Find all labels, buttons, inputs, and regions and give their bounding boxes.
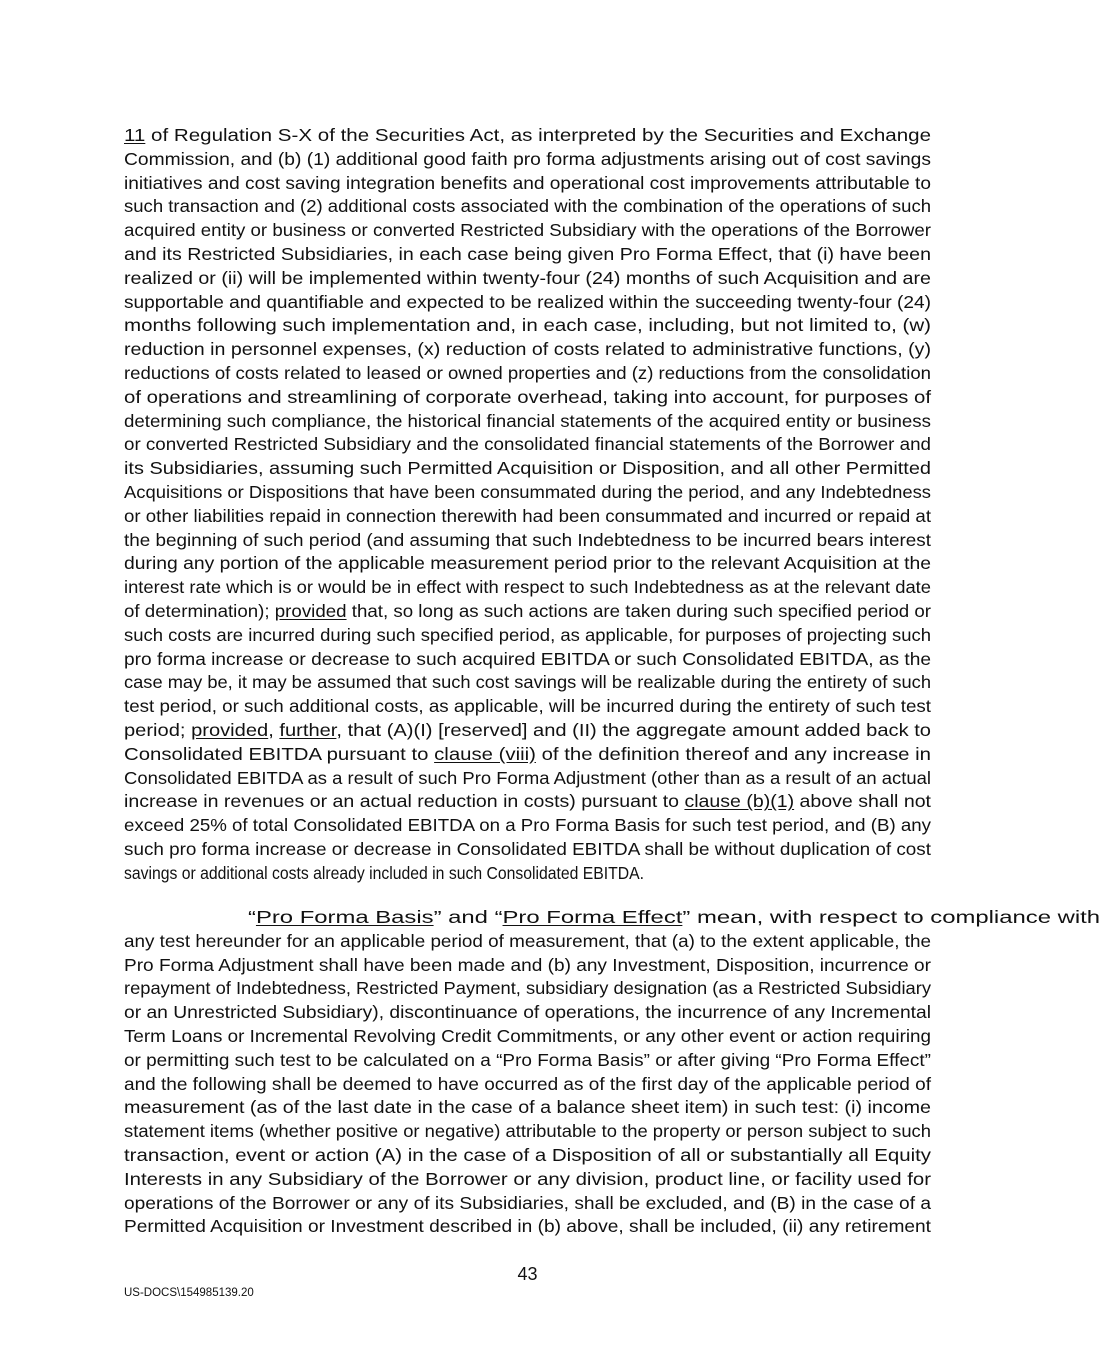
- text-line: [124, 954, 931, 978]
- defined-term-reference: provided: [274, 600, 347, 621]
- text-line: [124, 505, 931, 529]
- text-segment: of the definition thereof and any increase in: [535, 743, 931, 764]
- text-segment: measurement (as of the last date in the case of a balance sheet item) in such test: (i) income: [124, 1097, 931, 1118]
- text-line-content: [124, 671, 931, 695]
- text-line: [124, 1001, 931, 1025]
- text-line-content: [124, 1120, 931, 1144]
- text-line-content: [124, 1049, 931, 1073]
- text-line-content: [124, 719, 931, 743]
- text-line-content: [124, 1073, 931, 1097]
- text-line: [124, 862, 931, 886]
- text-line: [124, 790, 931, 814]
- defined-term-reference: clause (b)(1): [684, 791, 795, 812]
- text-segment: or other liabilities repaid in connection therewith had been consummated and incurred or repaid at: [124, 505, 931, 526]
- text-segment: repayment of Indebtedness, Restricted Payment, subsidiary designation (as a Restricted Subsidiary: [124, 978, 931, 999]
- text-line-content: [124, 600, 931, 624]
- text-line-content: [124, 1025, 931, 1049]
- text-segment: statement items (whether positive or negative) attributable to the property or person subject to such: [124, 1121, 931, 1142]
- text-line: [124, 576, 931, 600]
- text-line: [124, 1096, 931, 1120]
- defined-term-reference: clause (viii): [434, 743, 536, 764]
- text-segment: operations of the Borrower or any of its Subsidiaries, shall be excluded, and (B) in the case of a: [124, 1192, 931, 1213]
- text-segment: initiatives and cost saving integration benefits and operational cost improvements attributable to: [124, 172, 932, 193]
- text-segment: Acquisitions or Dispositions that have been consummated during the period, and any Indebtedness: [124, 481, 932, 502]
- text-line-content: [124, 648, 931, 672]
- defined-term-reference: further: [279, 719, 337, 740]
- text-segment: test period, or such additional costs, as applicable, will be incurred during the entirety of such test: [124, 696, 931, 717]
- text-segment: Consolidated EBITDA as a result of such Pro Forma Adjustment (other than as a result of an actual: [124, 767, 931, 788]
- text-segment: “: [248, 907, 256, 927]
- text-line: [124, 529, 931, 553]
- text-line-content: [124, 624, 931, 648]
- text-line: [124, 648, 931, 672]
- text-line: [124, 930, 931, 954]
- text-segment: Permitted Acquisition or Investment described in (b) above, shall be included, (ii) any retirement: [124, 1216, 931, 1237]
- text-line-content: [124, 457, 931, 481]
- text-line-content: [124, 529, 931, 553]
- text-line: [124, 767, 931, 791]
- text-line: [124, 743, 931, 767]
- text-line: [124, 1025, 931, 1049]
- text-line-content: [124, 862, 644, 886]
- text-line-content: [124, 1168, 931, 1192]
- page-number: 43: [517, 1264, 538, 1284]
- text-line: [124, 624, 931, 648]
- text-segment: any test hereunder for an applicable period of measurement, that (a) to the extent applicable, the: [124, 930, 931, 951]
- text-segment: transaction, event or action (A) in the case of a Disposition of all or substantially all Equity: [124, 1144, 931, 1165]
- text-segment: acquired entity or business or converted Restricted Subsidiary with the operations of the Borrower: [124, 220, 931, 241]
- text-segment: Pro Forma Adjustment shall have been made and (b) any Investment, Disposition, incurrence or: [124, 954, 931, 975]
- text-line-content: [124, 433, 931, 457]
- text-line-content: [124, 481, 931, 505]
- text-line-content: [124, 767, 931, 791]
- defined-term-reference: Pro Forma Effect: [502, 907, 683, 927]
- text-line-content: [124, 219, 931, 243]
- text-line-content: [124, 1215, 931, 1239]
- text-segment: months following such implementation and, in each case, including, but not limited to, (w): [124, 315, 931, 336]
- text-line: [124, 338, 931, 362]
- text-segment: case may be, it may be assumed that such cost savings will be realizable during the entirety of such: [124, 672, 931, 693]
- text-line: [124, 481, 931, 505]
- text-line-content: [124, 148, 931, 172]
- text-line: [124, 1073, 931, 1097]
- text-segment: increase in revenues or an actual reduction in costs) pursuant to: [124, 791, 685, 812]
- text-line-content: [124, 386, 931, 410]
- text-line: [124, 1120, 931, 1144]
- text-line: [124, 1192, 931, 1216]
- text-line: [124, 977, 931, 1001]
- text-line-content: [124, 172, 931, 196]
- text-line: [124, 906, 1100, 930]
- text-line: [124, 386, 931, 410]
- text-line: [124, 267, 931, 291]
- text-line-content: [124, 195, 931, 219]
- text-line: [124, 838, 931, 862]
- text-line-content: [124, 314, 931, 338]
- text-segment: and its Restricted Subsidiaries, in each case being given Pro Forma Effect, that (i) have been: [124, 243, 931, 264]
- text-line: [124, 814, 931, 838]
- text-segment: such transaction and (2) additional costs associated with the combination of the operations of such: [124, 196, 931, 217]
- text-segment: ” and “: [433, 907, 503, 927]
- text-segment: Commission, and (b) (1) additional good faith pro forma adjustments arising out of cost savings: [124, 148, 931, 169]
- text-segment: and the following shall be deemed to have occurred as of the first day of the applicable period of: [124, 1073, 931, 1094]
- text-line: [124, 148, 931, 172]
- text-segment: such costs are incurred during such specified period, as applicable, for purposes of projecting such: [124, 624, 931, 645]
- text-line-content: [124, 743, 931, 767]
- text-line: [124, 172, 931, 196]
- text-segment: Consolidated EBITDA pursuant to: [124, 743, 435, 764]
- text-line: [124, 552, 931, 576]
- text-line: [124, 1144, 931, 1168]
- text-segment: that, so long as such actions are taken during such specified period or: [346, 600, 931, 621]
- text-line-content: [124, 1001, 931, 1025]
- text-line: [124, 243, 931, 267]
- text-line-content: [124, 267, 931, 291]
- text-line: [124, 219, 931, 243]
- text-segment: of determination);: [124, 600, 275, 621]
- text-segment: savings or additional costs already included in such Consolidated EBITDA.: [124, 862, 645, 883]
- text-segment: determining such compliance, the historical financial statements of the acquired entity or business: [124, 410, 931, 431]
- text-line-content: [124, 1144, 931, 1168]
- text-segment: Interests in any Subsidiary of the Borrower or any division, product line, or facility used for: [124, 1168, 931, 1189]
- text-segment: Term Loans or Incremental Revolving Credit Commitments, or any other event or action requiring: [124, 1025, 932, 1046]
- text-segment: or permitting such test to be calculated on a “Pro Forma Basis” or after giving “Pro Forma Effect”: [124, 1049, 931, 1070]
- text-segment: period;: [124, 719, 192, 740]
- text-line-content: [124, 1096, 931, 1120]
- text-line: [124, 600, 931, 624]
- text-segment: above shall not: [794, 791, 931, 812]
- text-line-content: [124, 243, 931, 267]
- text-line: [124, 362, 931, 386]
- text-segment: ,: [268, 719, 280, 740]
- text-line-content: [124, 338, 931, 362]
- text-line: [124, 314, 931, 338]
- text-line: [124, 671, 931, 695]
- text-line-content: [124, 790, 931, 814]
- text-line-content: [124, 505, 931, 529]
- text-line: [124, 719, 931, 743]
- text-segment: exceed 25% of total Consolidated EBITDA on a Pro Forma Basis for such test period, and (B) any: [124, 815, 932, 836]
- text-line: [124, 1049, 931, 1073]
- text-line-content: [124, 695, 931, 719]
- text-line-content: [124, 1192, 931, 1216]
- document-id-footer: US-DOCS\154985139.20: [124, 1287, 254, 1299]
- text-segment: of operations and streamlining of corporate overhead, taking into account, for purposes of: [124, 386, 931, 407]
- text-line-content: [124, 838, 931, 862]
- text-segment: its Subsidiaries, assuming such Permitted Acquisition or Disposition, and all other Permitted: [124, 458, 931, 479]
- paragraph-pro-forma-basis-definition: [124, 906, 1100, 1239]
- text-segment: interest rate which is or would be in effect with respect to such Indebtedness as at the relevant date: [124, 577, 931, 598]
- text-line: [124, 1215, 931, 1239]
- text-line-content: [124, 291, 931, 315]
- text-segment: such pro forma increase or decrease in Consolidated EBITDA shall be without duplication of cost: [124, 838, 931, 859]
- text-line-content: [124, 124, 931, 148]
- text-segment: reductions of costs related to leased or owned properties and (z) reductions from the consolidation: [124, 362, 931, 383]
- defined-term-reference: Pro Forma Basis: [255, 907, 434, 927]
- text-segment: ” mean, with respect to compliance with: [682, 907, 1100, 927]
- text-line-content: [124, 954, 931, 978]
- text-segment: or converted Restricted Subsidiary and the consolidated financial statements of the Borrower and: [124, 434, 931, 455]
- text-line: [124, 124, 931, 148]
- paragraph-consolidated-ebitda-adjustments: [124, 124, 931, 886]
- text-line-content: [124, 552, 931, 576]
- text-line-content: [124, 362, 931, 386]
- text-line: [124, 291, 931, 315]
- text-segment: reduction in personnel expenses, (x) reduction of costs related to administrative functions, (y): [124, 339, 932, 360]
- text-line: [124, 695, 931, 719]
- text-segment: realized or (ii) will be implemented within twenty-four (24) months of such Acquisition and are: [124, 267, 931, 288]
- defined-term-reference: 11: [124, 125, 146, 145]
- text-line-content: [124, 930, 931, 954]
- text-line: [124, 410, 931, 434]
- text-line: [124, 1168, 931, 1192]
- text-segment: supportable and quantifiable and expected to be realized within the succeeding twenty-four (24): [124, 291, 931, 312]
- text-segment: of Regulation S-X of the Securities Act, as interpreted by the Securities and Exchange: [145, 125, 932, 145]
- text-line-content: [124, 410, 931, 434]
- text-line-content: [248, 906, 1100, 930]
- text-segment: pro forma increase or decrease to such acquired EBITDA or such Consolidated EBITDA, as the: [124, 648, 931, 669]
- text-segment: , that (A)(I) [reserved] and (II) the aggregate amount added back to: [336, 719, 931, 740]
- defined-term-reference: provided: [191, 719, 269, 740]
- text-line-content: [124, 814, 931, 838]
- text-line: [124, 433, 931, 457]
- text-segment: during any portion of the applicable measurement period prior to the relevant Acquisition at the: [124, 553, 931, 574]
- text-line-content: [124, 576, 931, 600]
- text-line-content: [124, 977, 931, 1001]
- text-line: [124, 195, 931, 219]
- text-segment: the beginning of such period (and assuming that such Indebtedness to be incurred bears interest: [124, 529, 931, 550]
- text-line: [124, 457, 931, 481]
- text-segment: or an Unrestricted Subsidiary), discontinuance of operations, the incurrence of any Incremental: [124, 1002, 931, 1023]
